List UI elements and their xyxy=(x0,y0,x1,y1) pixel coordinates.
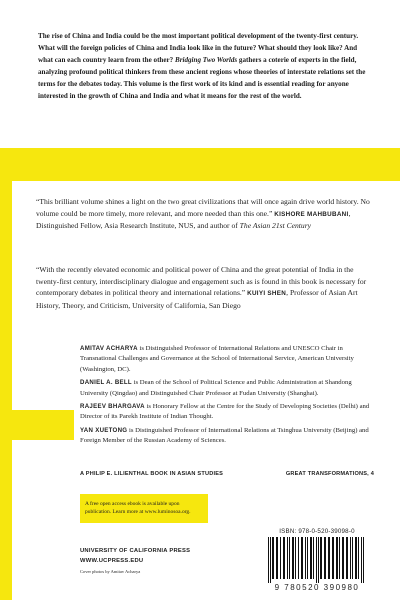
publisher-block xyxy=(80,546,190,566)
endorser-name: KUIYI SHEN xyxy=(247,290,287,297)
editor-bio-text: is Honorary Fellow at the Centre for the Study of Developing Societies (Delhi) and Director of its Parekh Institute of Indian Thought. xyxy=(80,403,370,421)
endorser-affiliation: , Distinguished Fellow, Asia Research Institute, NUS, and author of xyxy=(36,208,351,230)
editor-bio xyxy=(80,426,374,447)
editor-bio xyxy=(80,402,374,423)
isbn-barcode xyxy=(262,528,372,592)
barcode-digits: 9 780520 390980 xyxy=(274,583,360,592)
editor-name: AMITAV ACHARYA xyxy=(80,345,138,352)
endorsement-1 xyxy=(36,196,372,232)
series-line xyxy=(80,471,374,477)
endorsement-quote: “This brilliant volume shines a light on the two great civilizations that will once again drive world history. No volume could be more timely, more relevant, and more needed than this one.” xyxy=(36,197,370,218)
isbn-label: ISBN: 978-0-520-39098-0 xyxy=(279,528,355,535)
yellow-vertical-bar xyxy=(0,148,12,600)
editor-bio xyxy=(80,344,374,375)
editor-bio xyxy=(80,378,374,399)
book-description xyxy=(38,30,372,102)
endorser-affiliation: , Professor of Asian Art History, Theory, and Criticism, University of California, San Diego xyxy=(36,288,358,310)
cover-photo-credit: Cover photos by Amitav Acharya xyxy=(80,569,141,574)
editor-name: YAN XUETONG xyxy=(80,426,128,434)
description-text-1: The rise of China and India could be the most important political development of the twenty-first century. What will the foreign policies of China and India look like in the future? What should they look like? And what can each country learn from the other? xyxy=(38,32,359,64)
publisher-name: UNIVERSITY OF CALIFORNIA PRESS xyxy=(80,548,191,554)
editor-bio-text: is Dean of the School of Political Science and Public Administration at Shandong University (Qingdao) and Distinguished Chair Professor at Fudan University (Shanghai). xyxy=(80,379,352,397)
yellow-band-top xyxy=(0,148,400,181)
description-text-2: gathers a coterie of experts in the field, analyzing profound political thinkers from these ancient regions whose theories of interstate relations set the terms for the debates today. This volume is the first work of its kind and is essential reading for anyone interested in the growth of China and India and what it means for the rest of the world. xyxy=(38,56,366,100)
editor-name: RAJEEV BHARGAVA xyxy=(80,403,145,411)
endorsement-quote: “With the recently elevated economic and political power of China and the great potential of India in the twenty-first century, interdisciplinary dialogue and engagement such as is found in this book is necessary for contemporary debates in political theory and international relations.” xyxy=(36,265,367,297)
endorser-name: KISHORE MAHBUBANI xyxy=(274,210,349,218)
series-title: GREAT TRANSFORMATIONS, 4 xyxy=(285,471,374,477)
endorsement-2 xyxy=(36,264,372,311)
barcode-icon xyxy=(266,537,368,583)
open-access-note: A free open access ebook is available upon publication. Learn more at www.luminosoa.org. xyxy=(85,501,191,515)
series-imprint: A PHILIP E. LILIENTHAL BOOK IN ASIAN STUDIES xyxy=(80,471,224,477)
book-title-italic: Bridging Two Worlds xyxy=(175,56,238,64)
publisher-url: WWW.UCPRESS.EDU xyxy=(80,558,144,564)
editor-bio-text: is Distinguished Professor of International Relations at Tsinghua University (Beijing) and Foreign Member of the Russian Academy of Sciences. xyxy=(80,426,369,445)
editor-bios xyxy=(80,344,374,450)
endorser-book-title: The Asian 21st Century xyxy=(239,221,312,230)
editor-bio-text: is Distinguished Professor of International Relations and UNESCO Chair in Transnational Challenges and Governance at the School of International Service, American University (Washington, DC). xyxy=(80,345,354,373)
editor-name: DANIEL A. BELL xyxy=(80,379,132,387)
yellow-band-mid xyxy=(0,410,74,440)
